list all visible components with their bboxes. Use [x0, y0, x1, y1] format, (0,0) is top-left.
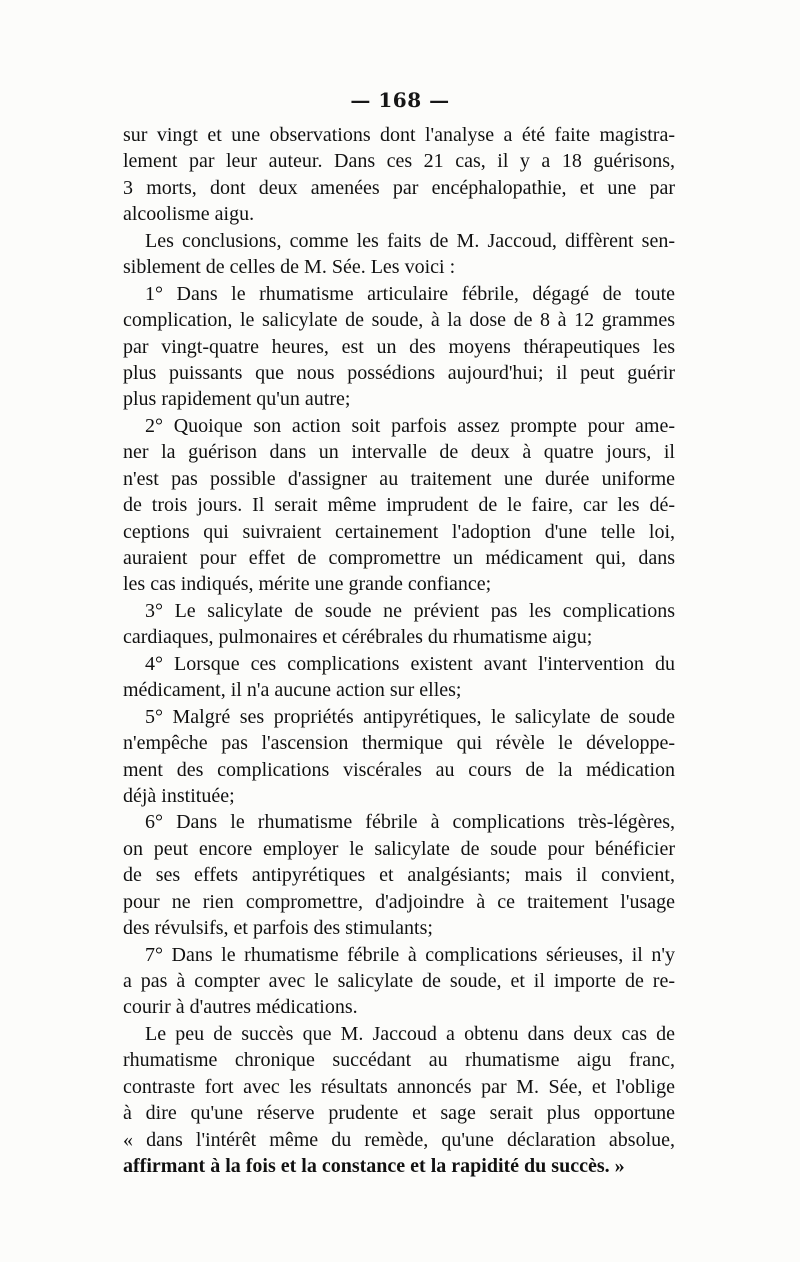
text-line: déjà instituée;	[123, 784, 235, 807]
text-line: plus puissants que nous possédions aujourd'hui; il peut guérir	[123, 361, 675, 384]
text-line: complication, le salicylate de soude, à la dose de 8 à 12 grammes	[123, 309, 675, 332]
text-line: 6° Dans le rhumatisme fébrile à complications très-légères,	[145, 811, 675, 834]
text-line: 3 morts, dont deux amenées par encéphalopathie, et une par	[123, 176, 675, 199]
text-line: sur vingt et une observations dont l'analyse a été faite magistra-	[123, 124, 675, 146]
page-number: — 168 —	[350, 88, 450, 112]
text-line: plus rapidement qu'un autre;	[123, 388, 351, 411]
text-line: lement par leur auteur. Dans ces 21 cas, il y a 18 guérisons,	[123, 150, 675, 173]
text-line: n'est pas possible d'assigner au traitement une durée uniforme	[123, 467, 675, 490]
text-line: de trois jours. Il serait même imprudent de le faire, car les dé-	[123, 494, 675, 517]
text-line: par vingt-quatre heures, est un des moyens thérapeutiques les	[123, 335, 675, 358]
text-line: à dire qu'une réserve prudente et sage serait plus opportune	[123, 1102, 675, 1125]
text-line: 7° Dans le rhumatisme fébrile à complications sérieuses, il n'y	[145, 943, 675, 966]
text-line: Les conclusions, comme les faits de M. Jaccoud, diffèrent sen-	[145, 229, 675, 252]
text-line: contraste fort avec les résultats annoncés par M. Sée, et l'oblige	[123, 1075, 675, 1098]
text-line: 2° Quoique son action soit parfois assez prompte pour ame-	[145, 414, 675, 437]
text-line: affirmant à la fois et la constance et la rapidité du succès. »	[123, 1155, 625, 1178]
body-text	[123, 122, 675, 1180]
text-line: ment des complications viscérales au cours de la médication	[123, 758, 675, 781]
text-line: ner la guérison dans un intervalle de deux à quatre jours, il	[123, 441, 675, 464]
text-line: 4° Lorsque ces complications existent avant l'intervention du	[145, 652, 675, 675]
text-line: a pas à compter avec le salicylate de soude, et il importe de re-	[123, 970, 675, 992]
text-line: courir à d'autres médications.	[123, 996, 358, 1019]
text-line: médicament, il n'a aucune action sur elles;	[123, 679, 462, 702]
text-line: « dans l'intérêt même du remède, qu'une déclaration absolue,	[123, 1128, 675, 1151]
text-line: ceptions qui suivraient certainement l'adoption d'une telle loi,	[123, 520, 675, 543]
text-line: Le peu de succès que M. Jaccoud a obtenu dans deux cas de	[145, 1022, 675, 1045]
text-line: on peut encore employer le salicylate de soude pour bénéficier	[123, 837, 675, 860]
text-line: siblement de celles de M. Sée. Les voici :	[123, 256, 456, 279]
text-line: rhumatisme chronique succédant au rhumatisme aigu franc,	[123, 1049, 675, 1072]
text-line: 3° Le salicylate de soude ne prévient pas les complications	[145, 599, 675, 622]
text-line: 1° Dans le rhumatisme articulaire fébrile, dégagé de toute	[145, 282, 675, 305]
text-line: des révulsifs, et parfois des stimulants;	[123, 917, 433, 940]
text-line: les cas indiqués, mérite une grande confiance;	[123, 573, 492, 596]
text-line: alcoolisme aigu.	[123, 203, 255, 226]
text-line: cardiaques, pulmonaires et cérébrales du rhumatisme aigu;	[123, 626, 593, 649]
text-line: auraient pour effet de compromettre un médicament qui, dans	[123, 547, 675, 569]
text-line: n'empêche pas l'ascension thermique qui révèle le développe-	[123, 732, 675, 755]
text-line: de ses effets antipyrétiques et analgésiants; mais il convient,	[123, 864, 675, 887]
text-line: pour ne rien compromettre, d'adjoindre à ce traitement l'usage	[123, 890, 675, 913]
text-line: 5° Malgré ses propriétés antipyrétiques, le salicylate de soude	[145, 705, 675, 728]
